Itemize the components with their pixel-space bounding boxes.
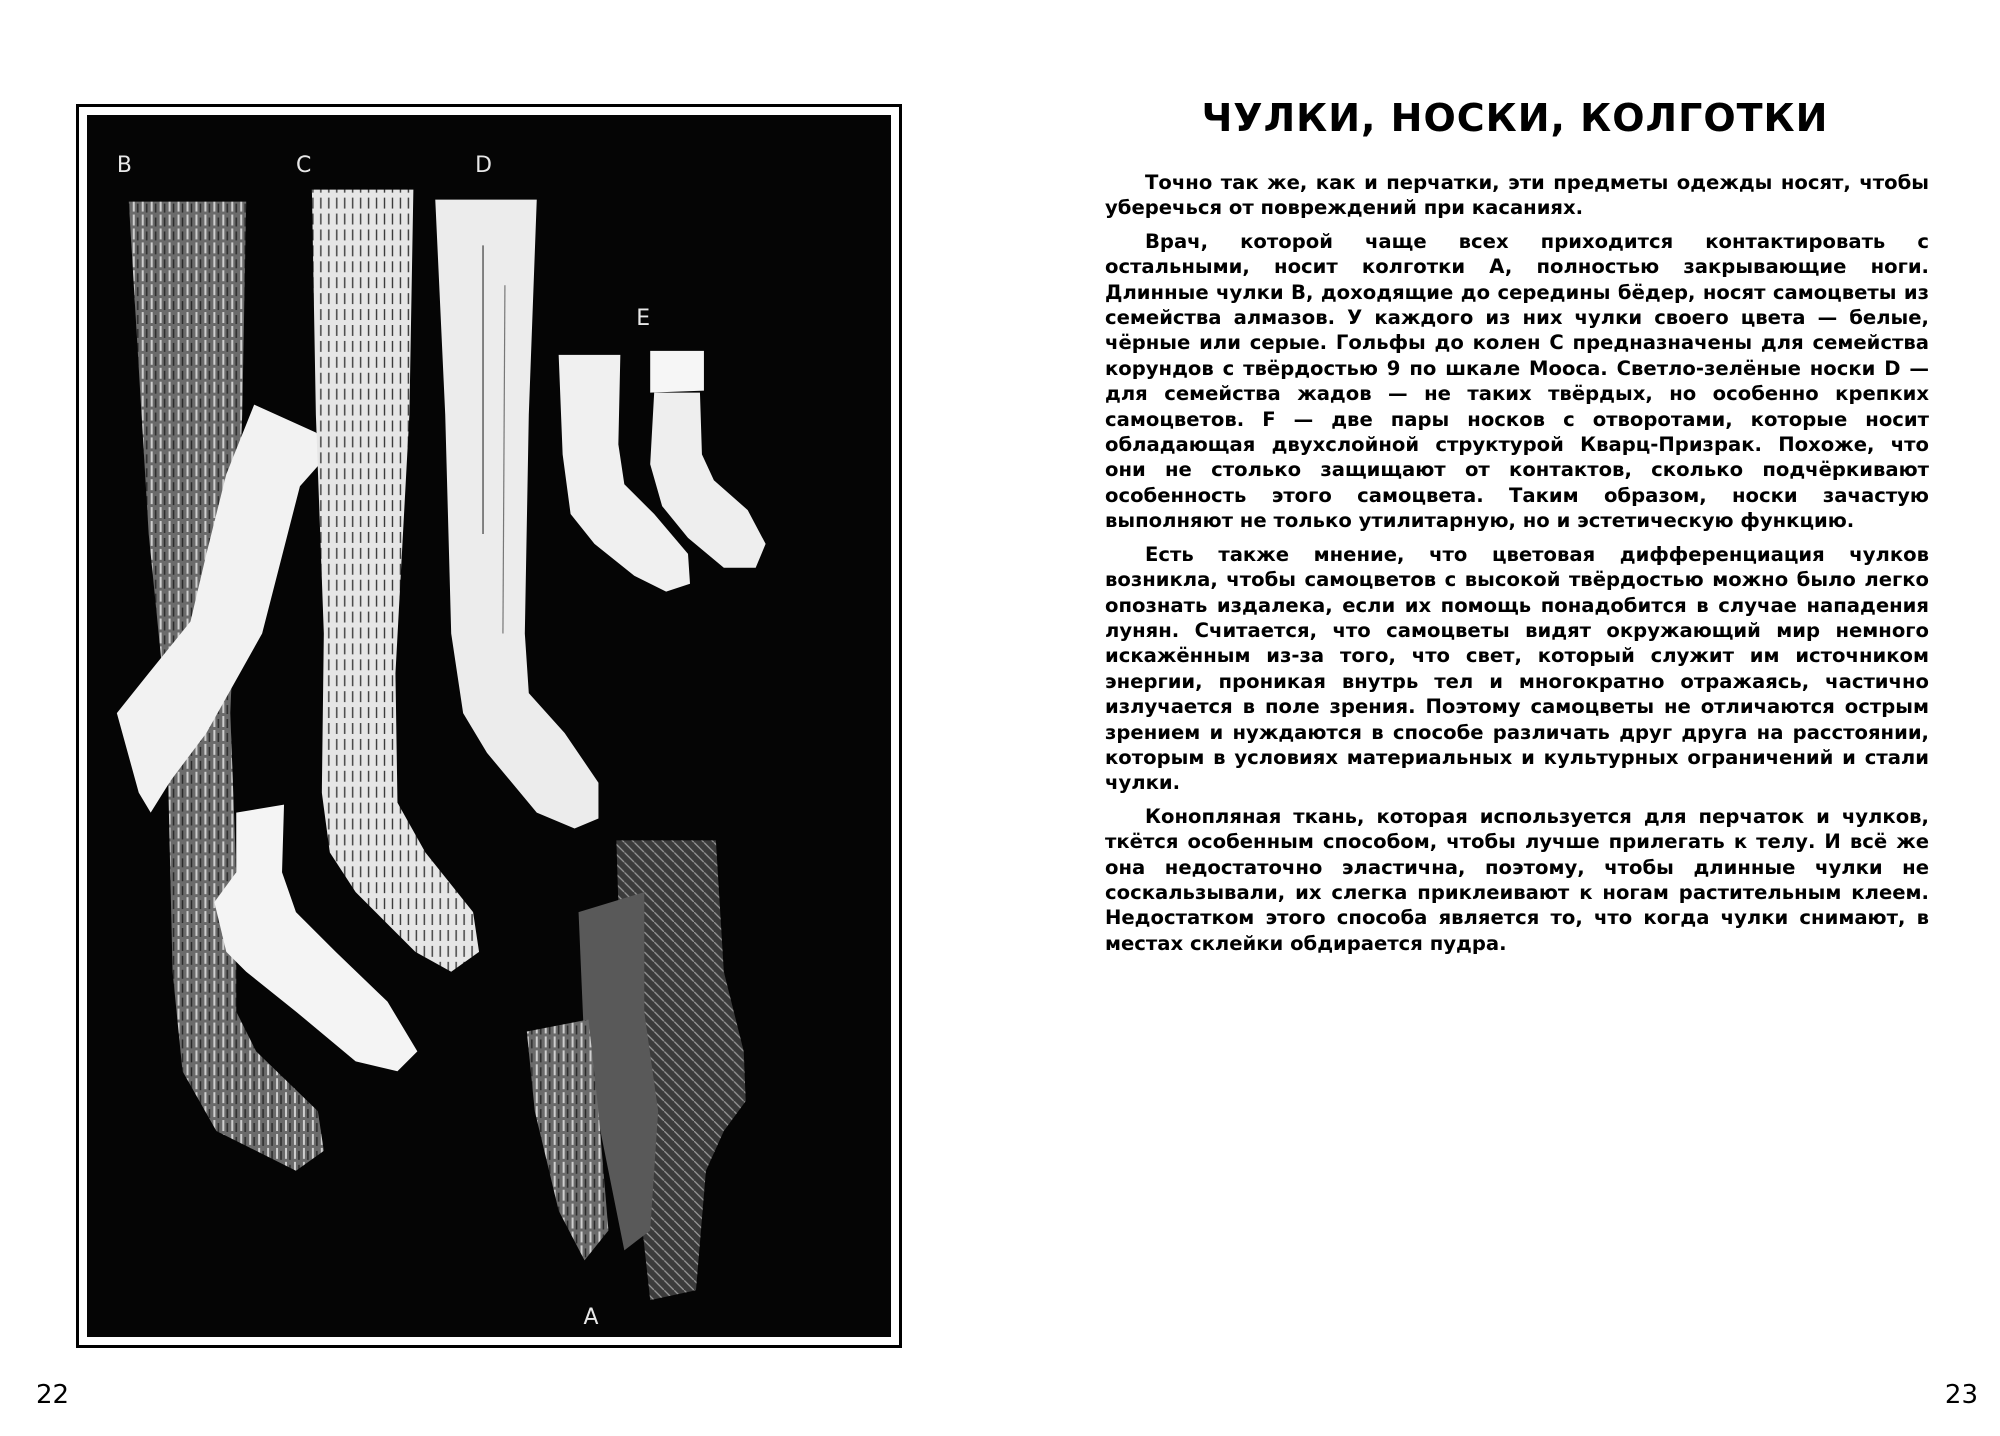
article-body [1105, 170, 1929, 964]
paragraph-3: Есть также мнение, что цветовая дифференциация чулков возникла, чтобы самоцветов с высокой твёрдостью можно было легко опознать издалека, если их помощь понадобится в случае нападения лунян. Считается, что самоцветы видят окружающий мир немного искажённым из-за того, что свет, который служит им источником энергии, проникая внутрь тел и многократно отражаясь, частично излучается в поле зрения. Поэтому самоцветы не отличаются острым зрением и нуждаются в способе различать друг друга на расстоянии, которым в условиях материальных и культурных ограничений и стали чулки. [1105, 542, 1929, 795]
figure-label-d: D [475, 152, 492, 178]
page-title: ЧУЛКИ, НОСКИ, КОЛГОТКИ [1201, 96, 1829, 140]
paragraph-2: Врач, которой чаще всех приходится контактировать с остальными, носит колготки A, полностью закрывающие ноги. Длинные чулки B, доходящие до середины бёдер, носят самоцветы из семейства алмазов. У каждого из них чулки своего цвета — белые, чёрные или серые. Гольфы до колен C предназначены для семейства корундов с твёрдостью 9 по шкале Мооса. Светло-зелёные носки D — для семейства жадов — не таких твёрдых, но особенно крепких самоцветов. F — две пары носков с отворотами, которые носит обладающая двухслойной структурой Кварц-Призрак. Похоже, что они не столько защищают от контактов, сколько подчёркивают особенность этого самоцвета. Таким образом, носки зачастую выполняют не только утилитарную, но и эстетическую функцию. [1105, 229, 1929, 533]
stockings-illustration [87, 115, 891, 1337]
figure-label-a: A [583, 1305, 599, 1331]
tights-a [527, 840, 746, 1300]
page-number-left: 22 [36, 1380, 70, 1410]
figure-label-c: C [295, 152, 312, 178]
stockings-illustration-frame [76, 104, 902, 1348]
paragraph-4: Конопляная ткань, которая используется для перчаток и чулков, ткётся особенным способом, чтобы лучше прилегать к телу. И всё же она недостаточно эластична, поэтому, чтобы длинные чулки не соскальзывали, их слегка приклеивают к ногам растительным клеем. Недостатком этого способа является то, что когда чулки снимают, в местах склейки обдирается пудра. [1105, 804, 1929, 955]
page-number-right: 23 [1944, 1380, 1978, 1410]
figure-label-b: B [116, 152, 132, 178]
figure-label-e: E [636, 305, 651, 331]
paragraph-1: Точно так же, как и перчатки, эти предметы одежды носят, чтобы уберечься от повреждений при касаниях. [1105, 171, 1929, 220]
